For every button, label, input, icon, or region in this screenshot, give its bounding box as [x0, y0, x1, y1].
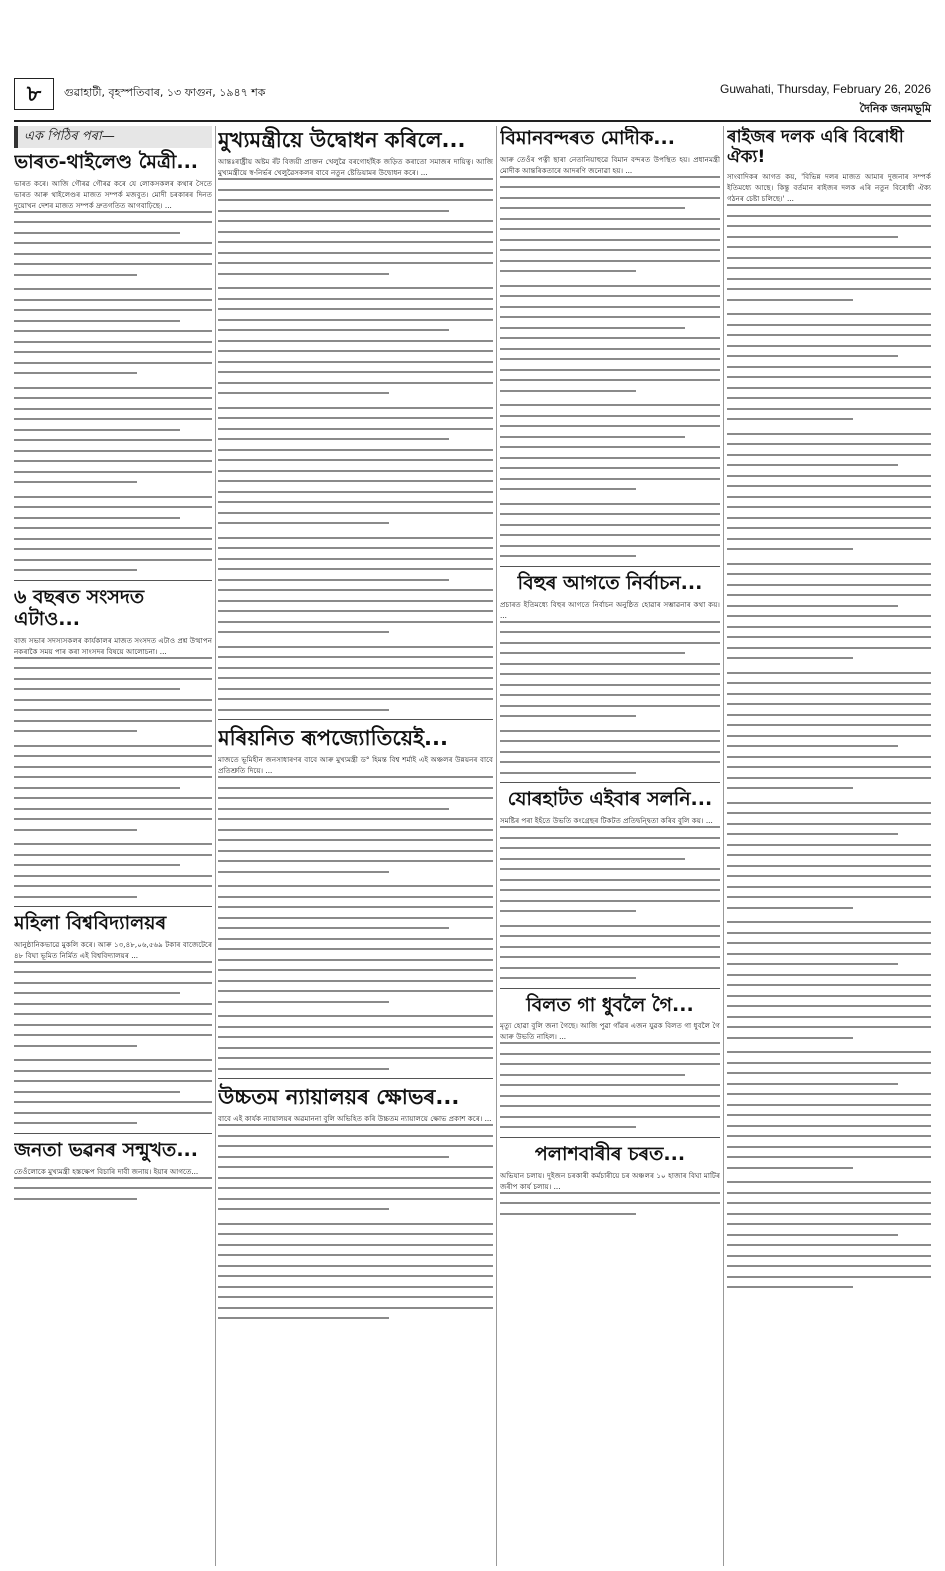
article-headline: ৬ বছৰত সংসদত এটাও...	[14, 585, 145, 630]
article-lead: সমষ্টিৰ পৰা ইহঁতে উভতি কংগ্ৰেছৰ টিকটত প্ৰতিদ্বন্দ্বিতা কৰিব বুলি কয়। ...	[500, 816, 713, 826]
article-body-lines	[218, 1124, 493, 1319]
article-headline: ৰাইজৰ দলক এৰি বিৰোধী ঐক্য!	[727, 127, 904, 167]
article-headline: বিহুৰ আগতে নিৰ্বাচন...	[517, 571, 703, 594]
article-headline: বিমানবন্দৰত মোদীক...	[500, 127, 675, 149]
column-divider	[496, 126, 497, 1566]
column-divider	[723, 126, 724, 1566]
article-lead: আনুষ্ঠানিকভাৱে মুকলি কৰে। আৰু ১৩,৪৮,০৬,৫৬৯ টকাৰ বাজেটেৰে ৪৮ বিঘা ভূমিত নিৰ্মিত এই বিশ্ববিদ্যালয়ৰ ...	[14, 939, 212, 960]
column-divider	[215, 126, 216, 1566]
article-headline: পলাশবাৰীৰ চৰত...	[534, 1142, 686, 1165]
masthead: দৈনিক জনমভূমি	[859, 102, 931, 115]
article	[500, 789, 720, 979]
article	[14, 1140, 212, 1200]
article-body-lines	[14, 211, 212, 572]
article-body-lines	[500, 176, 720, 558]
article-body-lines	[218, 776, 493, 1070]
column-4	[727, 126, 931, 1566]
article	[727, 128, 931, 1288]
article	[500, 1144, 720, 1215]
article-headline: যোৰহাটত এইবাৰ সলনি...	[507, 788, 713, 811]
article-body-lines	[14, 961, 212, 1125]
article-body-lines	[500, 826, 720, 979]
article-headline: জনতা ভৱনৰ সন্মুখত...	[14, 1138, 198, 1161]
article	[14, 152, 212, 571]
article-headline: উচ্চতম ন্যায়ালয়ৰ ক্ষোভৰ...	[218, 1085, 460, 1110]
article-separator	[14, 1133, 212, 1134]
article-body-lines	[218, 178, 493, 711]
article-body-lines	[14, 657, 212, 898]
page-number: ৮	[14, 78, 54, 110]
article-body-lines	[14, 1177, 212, 1200]
article-body-lines	[727, 204, 931, 1288]
article-headline: মুখ্যমন্ত্ৰীয়ে উদ্বোধন কৰিলে...	[218, 128, 466, 152]
article	[500, 995, 720, 1129]
article-headline: বিলত গা ধুবলৈ গৈ...	[526, 993, 694, 1016]
article	[14, 913, 212, 1124]
column-1	[14, 126, 212, 1566]
article-lead: আৰু তেওঁৰ পত্নী ছাৰা নেতানিয়াহুৱে বিমান বন্দৰত উপস্থিত হয়। প্ৰধানমন্ত্ৰী মোদীক আন্তৰিকতাৰে আদৰণি জনোৱা হয়। ...	[500, 154, 720, 175]
article-body-lines	[500, 1192, 720, 1215]
date-english: Guwahati, Thursday, February 26, 2026	[719, 82, 931, 96]
article-separator	[500, 566, 720, 567]
article-headline: মৰিয়নিত ৰূপজ্যোতিয়েই...	[218, 726, 448, 751]
article-body-lines	[500, 621, 720, 774]
article-separator	[218, 1078, 493, 1079]
article-lead: বাবে এই কাৰ্যক ন্যায়ালয়ৰ অৱমাননা বুলি অভিহিত কৰি উচ্চতম ন্যায়ালয়ে ক্ষোভ প্ৰকাশ কৰে। ...	[218, 1114, 492, 1124]
article-separator	[500, 988, 720, 989]
article-lead: প্ৰচাৰত ইতিমধ্যে বিহুৰ আগতে নিৰ্বাচন অনুষ্ঠিত হোৱাৰ সম্ভাৱনাৰ কথা কয়। ...	[500, 599, 720, 620]
article-lead: বাজ সভাৰ সদস্যসকলৰ কাৰ্যকালৰ মাজত সংসদত এটাও প্ৰশ্ন উত্থাপন নকৰাকৈ সময় পাৰ কৰা সাংসদৰ বিষয়ে আলোচনা। ...	[14, 635, 212, 656]
page-header	[14, 78, 931, 118]
article	[218, 128, 493, 711]
article-separator	[14, 906, 212, 907]
article	[500, 128, 720, 557]
article-separator	[500, 1137, 720, 1138]
article-separator	[14, 580, 212, 581]
article-body-lines	[500, 1042, 720, 1128]
article-lead: ভাৰত কৰে। আজি গৌৰৱ গৌৰৱ কৰে যে লোকসকলৰ কথাৰ সৈতে ভাৰত আৰু থাইলেণ্ডৰ মাজত সম্পৰ্ক মজবুত। মোদী চৰকাৰৰ দিনত দুয়োখন দেশৰ মাজত সম্পৰ্ক দ্ৰুতগতিত আগবাঢ়িছে। ...	[14, 178, 212, 210]
article	[218, 1085, 493, 1319]
article-separator	[500, 782, 720, 783]
section-label: এক পিঠিৰ পৰা—	[14, 126, 212, 148]
article-headline: মহিলা বিশ্ববিদ্যালয়ৰ	[14, 912, 167, 935]
article-separator	[218, 719, 493, 720]
article-lead: অভিযান চলায়। দুইজন চৰকাৰী কৰ্মচাৰীয়ে চৰ অঞ্চলৰ ১০ হাজাৰ বিঘা মাটিৰ জৰীপ কাৰ্য চলায়। ...	[500, 1170, 720, 1191]
article-lead: তেওঁলোকে মুখ্যমন্ত্ৰী হস্তক্ষেপ বিচাৰি দাবী জনায়। ইয়াৰ আগতে...	[14, 1166, 199, 1176]
column-2	[218, 126, 493, 1566]
date-assamese: গুৱাহাটী, বৃহস্পতিবাৰ, ১৩ ফাগুন, ১৯৪৭ শক	[64, 86, 266, 99]
article-headline: ভাৰত-থাইলেণ্ড মৈত্ৰী...	[14, 151, 199, 173]
header-rule	[14, 120, 931, 122]
article	[500, 573, 720, 774]
article-lead: আন্তঃৰাষ্ট্ৰীয় অষ্টম ৰঁট বিজয়ী প্ৰাক্তন খেলুৱৈ বৰগোহাঁইক জড়িত কৰাতো সমাজৰ দায়িত্ব। আজি মুখ্যমন্ত্ৰীয়ে স্ব-নিৰ্ভৰ খেলুৱৈসকলৰ বাবে নতুন ষ্টেডিয়ামৰ উদ্বোধন কৰে। ...	[218, 157, 493, 178]
column-3	[500, 126, 720, 1566]
article-lead: মৃত্যু হোৱা বুলি জনা গৈছে। আজি পুৱা গাঁৱৰ এজন যুৱক বিলত গা ধুবলৈ গৈ আৰু উভতি নাহিল। ...	[500, 1021, 720, 1042]
article	[218, 726, 493, 1070]
article-lead: মাজতে ভূমিহীন জনসাধাৰণৰ বাবে আৰু মুখ্যমন্ত্ৰী ড° হিমন্ত বিশ্ব শৰ্মাই এই অঞ্চলৰ উন্নয়নৰ বাবে প্ৰতিশ্ৰুতি দিয়ে। ...	[218, 755, 493, 776]
article-lead: সাংবাদিকৰ আগত কয়, 'বিভিন্ন দলৰ মাজত আমাৰ দুজনাৰ সম্পৰ্ক ইতিমধ্যে আছে। কিন্তু বৰ্তমান ৰাইজৰ দলক এৰি নতুন বিৰোধী ঐক্য গঠনৰ চেষ্টা চলিছে।' ...	[727, 172, 931, 204]
article	[14, 587, 212, 898]
